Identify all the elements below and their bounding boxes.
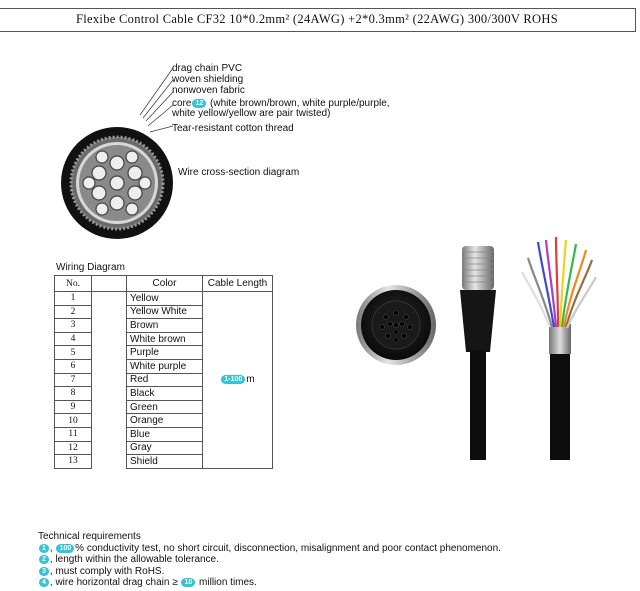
row-no: 3 <box>55 319 92 333</box>
row-no: 9 <box>55 400 92 414</box>
row-color: Green <box>127 400 203 414</box>
row-color: White brown <box>127 332 203 346</box>
tech-text: , length within the allowable tolerance. <box>49 554 219 565</box>
wiring-table <box>54 275 273 469</box>
row-blank <box>92 359 127 373</box>
length-unit: m <box>246 374 255 386</box>
row-color: Black <box>127 387 203 401</box>
row-color: Blue <box>127 427 203 441</box>
tech-text: % conductivity test, no short circuit, disconnection, misalignment and poor contact phenomenon. <box>75 542 501 554</box>
length-badge: 1-100 <box>221 375 245 384</box>
table-header-row <box>55 276 273 292</box>
diagram-caption: Wire cross-section diagram <box>178 167 300 178</box>
row-no: 11 <box>55 427 92 441</box>
tech-suffix: million times. <box>196 577 257 588</box>
label-core-line2: white yellow/yellow are pair twisted) <box>172 108 331 119</box>
core-prefix: core <box>172 98 192 109</box>
row-color: White purple <box>127 359 203 373</box>
header-no: No. <box>55 276 92 292</box>
row-color: Yellow <box>127 292 203 306</box>
tech-num-badge: 1 <box>39 544 49 553</box>
wiring-title: Wiring Diagram <box>56 262 125 273</box>
label-fabric: nonwoven fabric <box>172 85 245 96</box>
label-thread: Tear-resistant cotton thread <box>172 123 294 134</box>
row-color: Shield <box>127 455 203 469</box>
row-no: 13 <box>55 455 92 469</box>
tech-value-badge: 100 <box>56 544 74 553</box>
tech-item-4 <box>38 577 501 589</box>
cross-section-diagram <box>55 60 185 250</box>
row-color: Brown <box>127 319 203 333</box>
row-color: Gray <box>127 441 203 455</box>
label-shielding: woven shielding <box>172 74 244 85</box>
row-color: Red <box>127 373 203 387</box>
row-no: 5 <box>55 346 92 360</box>
tech-value-badge: 10 <box>181 578 195 587</box>
row-no: 1 <box>55 292 92 306</box>
table-row <box>55 292 273 306</box>
tech-num-badge: 3 <box>39 567 49 576</box>
tech-num-badge: 2 <box>39 555 49 564</box>
tech-heading: Technical requirements <box>38 531 141 542</box>
row-no: 4 <box>55 332 92 346</box>
product-title: Flexibe Control Cable CF32 10*0.2mm² (24AWG) +2*0.3mm² (22AWG) 300/300V ROHS <box>76 12 558 26</box>
core-count-badge: 12 <box>192 99 206 108</box>
header-color: Color <box>127 276 203 292</box>
row-blank <box>92 292 127 306</box>
label-pvc: drag chain PVC <box>172 63 243 74</box>
header-blank <box>92 276 127 292</box>
connector-photo <box>350 232 610 462</box>
row-no: 2 <box>55 305 92 319</box>
row-blank <box>92 414 127 428</box>
tech-num-badge: 4 <box>39 578 49 587</box>
row-no: 12 <box>55 441 92 455</box>
core-suffix: (white brown/brown, white purple/purple, <box>207 98 390 109</box>
row-blank <box>92 400 127 414</box>
row-blank <box>92 427 127 441</box>
row-blank <box>92 332 127 346</box>
tech-item-2 <box>38 554 501 566</box>
row-blank <box>92 441 127 455</box>
technical-requirements <box>38 531 501 589</box>
row-color: Yellow White <box>127 305 203 319</box>
row-no: 6 <box>55 359 92 373</box>
row-no: 8 <box>55 387 92 401</box>
row-blank <box>92 373 127 387</box>
length-cell <box>203 292 273 469</box>
tech-text: , must comply with RoHS. <box>49 565 165 577</box>
header-length: Cable Length <box>203 276 273 292</box>
row-blank <box>92 319 127 333</box>
row-no: 7 <box>55 373 92 387</box>
row-color: Purple <box>127 346 203 360</box>
row-color: Orange <box>127 414 203 428</box>
tech-item-3 <box>38 566 501 578</box>
row-blank <box>92 455 127 469</box>
row-blank <box>92 305 127 319</box>
row-blank <box>92 346 127 360</box>
tech-text: , wire horizontal drag chain ≥ <box>49 577 181 588</box>
tech-item-1: 1 , 100 % conductivity test, no short circuit, disconnection, misalignment and poor contact phenomenon. <box>38 543 501 555</box>
row-blank <box>92 387 127 401</box>
row-no: 10 <box>55 414 92 428</box>
